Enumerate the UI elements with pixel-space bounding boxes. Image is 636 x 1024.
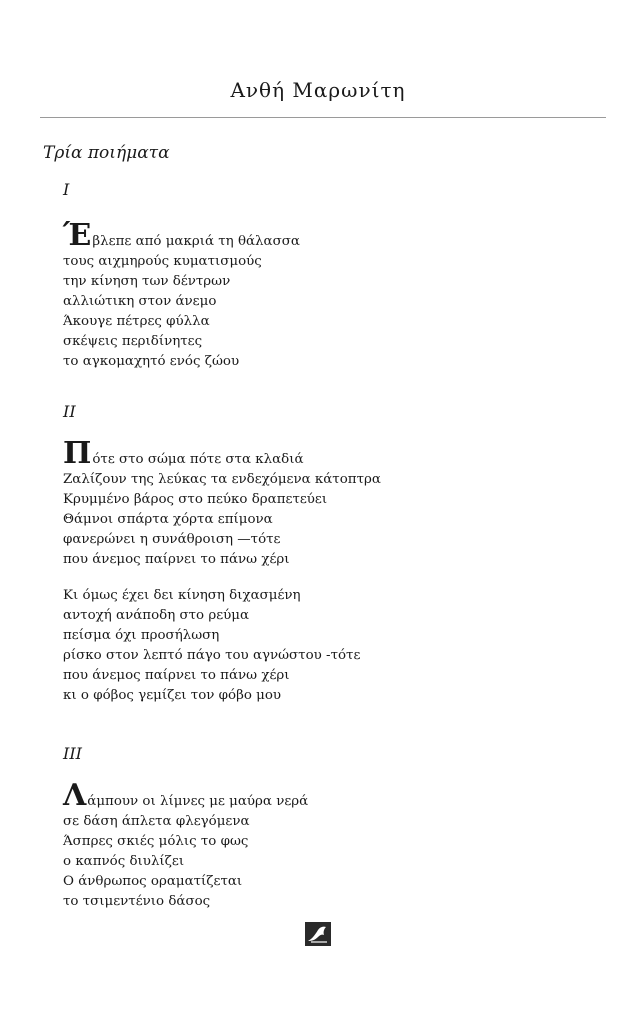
poem-line [63,778,309,813]
poem-line: πείσμα όχι προσήλωση [63,628,220,643]
poem-line: αντοχή ανάποδη στο ρεύμα [63,608,250,623]
poem-line [63,218,300,253]
dropcap: Έ [63,218,92,253]
poem-line: ρίσκο στον λεπτό πάγο του αγνώστου -τότε [63,648,361,663]
poem-2-stanza-2 [63,586,360,706]
poem-line: σκέψεις περιδίνητες [63,334,203,349]
poem-line: το τσιμεντένιο δάσος [63,894,211,909]
poem-line: που άνεμος παίρνει το πάνω χέρι [63,668,290,683]
poem-1-stanza-1 [63,218,300,372]
poem-line: που άνεμος παίρνει το πάνω χέρι [63,552,290,567]
poem-2-stanza-1 [63,436,381,570]
poem-line-text: βλεπε από μακριά τη θάλασσα [92,234,300,249]
poem-line: Ο άνθρωπος οραματίζεται [63,874,243,889]
poem-line-text: άμπουν οι λίμνες με μαύρα νερά [87,794,309,809]
poem-line: το αγκομαχητό ενός ζώου [63,354,240,369]
dropcap: Π [63,436,92,471]
poem-line: σε δάση άπλετα φλεγόμενα [63,814,250,829]
poem-line: Θάμνοι σπάρτα χόρτα επίμονα [63,512,273,527]
poem-line: Κρυμμένο βάρος στο πεύκο δραπετεύει [63,492,328,507]
poem-line: την κίνηση των δέντρων [63,274,231,289]
poem-line-text: ότε στο σώμα πότε στα κλαδιά [92,452,304,467]
poem-line: τους αιχμηρούς κυματισμούς [63,254,262,269]
dropcap: Λ [63,778,87,813]
publisher-emblem-icon [305,922,331,946]
poem-line: Ζαλίζουν της λεύκας τα ενδεχόμενα κάτοπτρα [63,472,381,487]
poem-3-stanza-1 [63,778,309,912]
poem-line: Κι όμως έχει δει κίνηση διχασμένη [63,588,301,603]
poem-line: Άσπρες σκιές μόλις το φως [63,834,249,849]
header-divider [40,117,606,118]
poem-line: αλλιώτικη στον άνεμο [63,294,217,309]
poem-line: Άκουγε πέτρες φύλλα [63,314,210,329]
poem-line [63,436,381,471]
poem-3-numeral: III [63,744,82,763]
poem-line: κι ο φόβος γεμίζει τον φόβο μου [63,688,282,703]
page-header-author: Ανθή Μαρωνίτη [230,78,406,102]
poem-1-numeral: I [63,180,70,199]
collection-title: Τρία ποιήματα [43,143,170,163]
poem-line: ο καπνός διυλίζει [63,854,185,869]
poem-2-numeral: II [63,402,76,421]
poem-line: φανερώνει η συνάθροιση —τότε [63,532,281,547]
